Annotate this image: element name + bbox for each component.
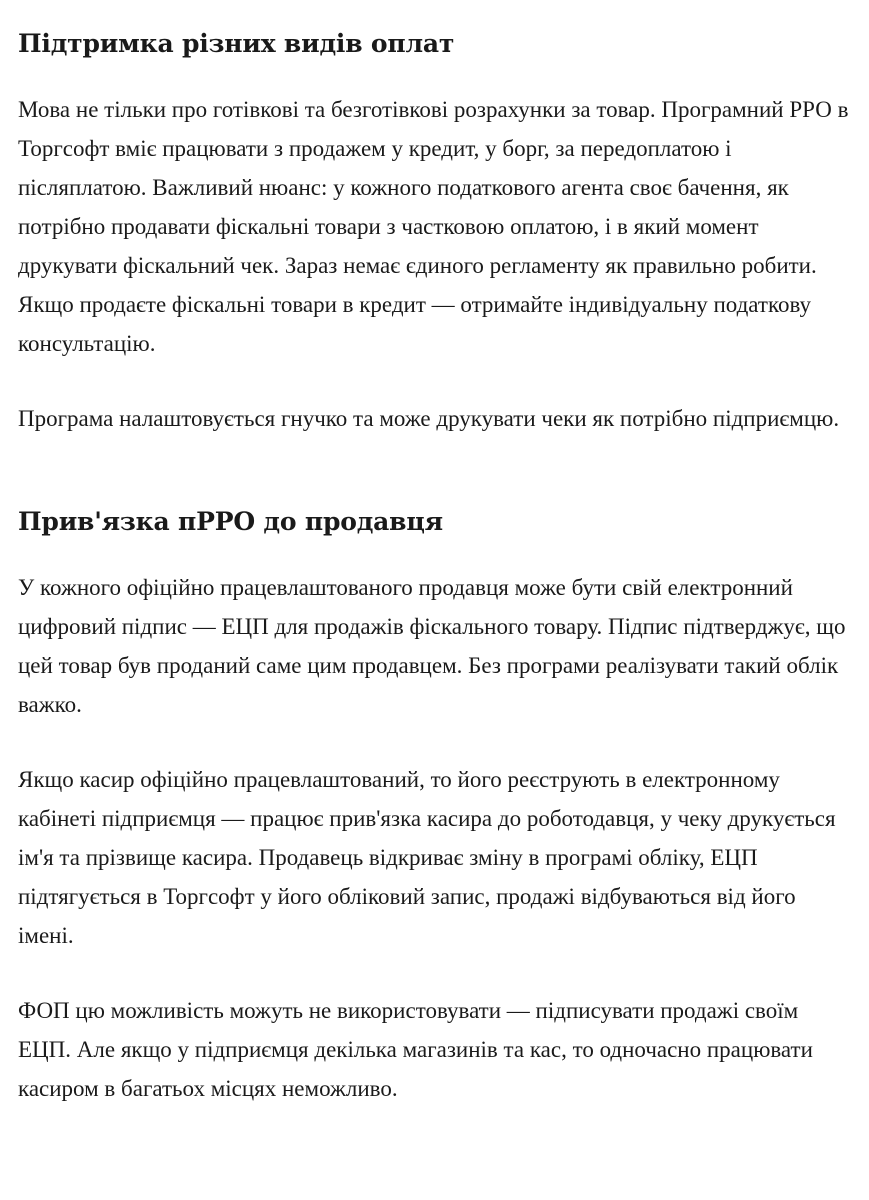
section-heading-payments: Підтримка різних видів оплат — [18, 29, 455, 58]
paragraph-seller-1: У кожного офіційно працевлаштованого продавця може бути свій електронний цифровий підпис — ЕЦП для продажів фіскального товару. Підпис підтверджує, що цей товар був проданий саме цим продавцем. Без програми реалізувати такий облік важко. — [18, 575, 846, 717]
paragraph-payments-2: Програма налаштовується гнучко та може друкувати чеки як потрібно підприємцю. — [18, 406, 840, 431]
paragraph-payments-1: Мова не тільки про готівкові та безготівкові розрахунки за товар. Програмний РРО в Торгсофт вміє працювати з продажем у кредит, у борг, за передоплатою і післяплатою. Важливий нюанс: у кожного податкового агента своє бачення, як потрібно продавати фіскальні товари з частковою оплатою, і в який момент друкувати фіскальний чек. Зараз немає єдиного регламенту як правильно робити. Якщо продаєте фіскальні товари в кредит — отримайте індивідуальну податкову консультацію. — [18, 97, 849, 356]
paragraph-seller-2: Якщо касир офіційно працевлаштований, то його реєструють в електронному кабінеті підприємця — працює прив'язка касира до роботодавця, у чеку друкується ім'я та прізвище касира. Продавець відкриває зміну в програмі обліку, ЕЦП підтягується в Торгсофт у його обліковий запис, продажі відбуваються від його імені. — [18, 767, 836, 948]
section-heading-seller-binding: Прив'язка пРРО до продавця — [18, 507, 443, 536]
paragraph-seller-3: ФОП цю можливість можуть не використовувати — підписувати продажі своїм ЕЦП. Але якщо у підприємця декілька магазинів та кас, то одночасно працювати касиром в багатьох місцях неможливо. — [18, 998, 813, 1101]
